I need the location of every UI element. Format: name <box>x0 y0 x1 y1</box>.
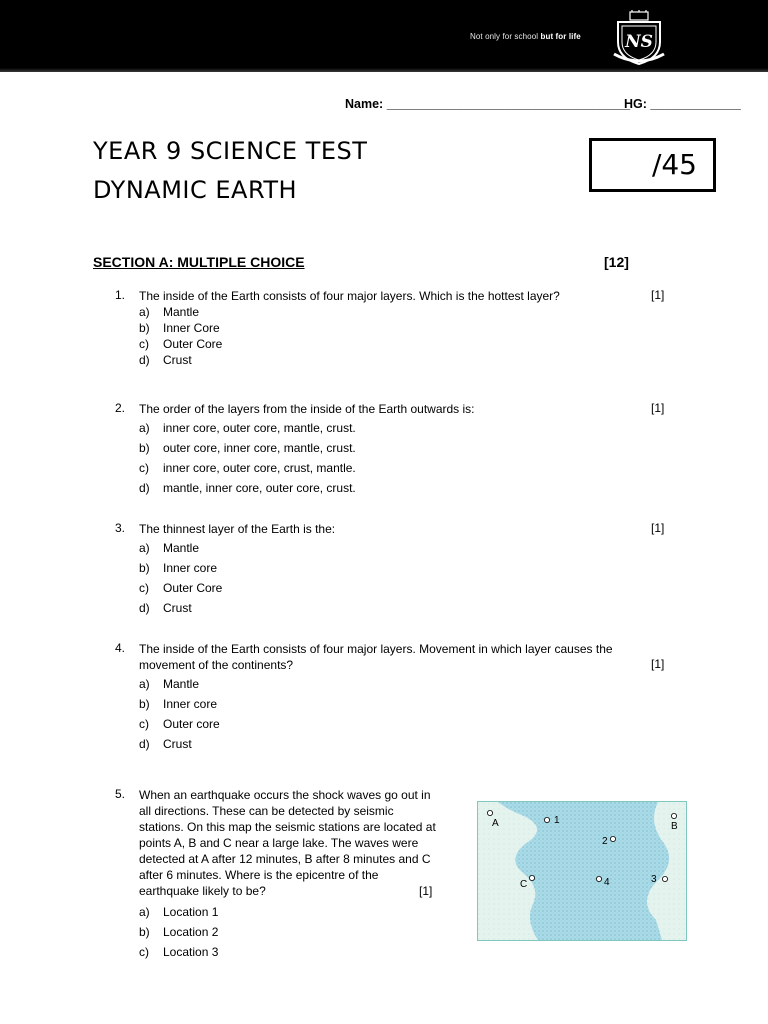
question-mark: [1] <box>651 288 665 302</box>
option-text: Mantle <box>163 677 200 691</box>
option-letter: a) <box>139 677 150 691</box>
test-subtitle: DYNAMIC EARTH <box>93 176 298 204</box>
name-label: Name: <box>345 97 384 111</box>
option-text: Outer Core <box>163 581 223 595</box>
option-letter: d) <box>139 601 150 615</box>
option-letter: c) <box>139 945 149 959</box>
question-text-line1: The inside of the Earth consists of four major layers. Movement in which layer causes the <box>139 642 613 656</box>
station-c-marker <box>529 875 534 880</box>
location-3-marker <box>662 876 667 881</box>
school-motto <box>470 32 581 41</box>
option-text: Inner core <box>163 561 218 575</box>
section-marks: [12] <box>604 254 629 270</box>
option-text: Location 3 <box>163 945 219 959</box>
test-title: YEAR 9 SCIENCE TEST <box>93 137 368 165</box>
question-text-line: all directions. These can be detected by seismic <box>139 804 394 818</box>
question-text: The thinnest layer of the Earth is the: <box>139 522 336 536</box>
location-4-label: 4 <box>604 877 610 888</box>
hg-field[interactable] <box>624 97 741 111</box>
option-text: Outer Core <box>163 337 223 351</box>
location-2-label: 2 <box>602 836 608 847</box>
option-text: Crust <box>163 353 192 367</box>
option-a[interactable] <box>139 677 199 691</box>
option-b[interactable] <box>139 697 217 711</box>
option-b[interactable] <box>139 441 356 455</box>
option-letter: d) <box>139 353 150 367</box>
option-c[interactable] <box>139 461 356 475</box>
option-letter: d) <box>139 737 150 751</box>
option-letter: c) <box>139 461 149 475</box>
question-text-line: points A, B and C near a large lake. The waves were <box>139 836 419 850</box>
option-d[interactable] <box>139 737 192 751</box>
option-d[interactable] <box>139 601 192 615</box>
hg-label: HG: <box>624 97 647 111</box>
option-c[interactable] <box>139 581 222 595</box>
option-letter: c) <box>139 717 149 731</box>
question-number: 3. <box>115 521 126 535</box>
option-text: Crust <box>163 737 192 751</box>
question-text-line2: movement of the continents? <box>139 658 294 672</box>
option-text: Mantle <box>163 541 200 555</box>
option-text: outer core, inner core, mantle, crust. <box>163 441 356 455</box>
motto-plain: Not only for school <box>470 32 541 41</box>
option-a[interactable] <box>139 541 199 555</box>
total-score: /45 <box>651 148 697 181</box>
name-blank: ___________________________________ <box>386 97 631 111</box>
school-crest-logo <box>612 10 666 66</box>
option-letter: b) <box>139 561 150 575</box>
option-d[interactable] <box>139 353 192 367</box>
question-mark: [1] <box>419 884 433 898</box>
option-text: inner core, outer core, mantle, crust. <box>163 421 356 435</box>
option-text: Inner core <box>163 697 218 711</box>
question-text: The order of the layers from the inside of the Earth outwards is: <box>139 402 475 416</box>
option-text: Outer core <box>163 717 220 731</box>
option-b[interactable] <box>139 561 217 575</box>
option-b[interactable] <box>139 925 218 939</box>
question-text-line: detected at A after 12 minutes, B after 8 minutes and C <box>139 852 431 866</box>
option-letter: b) <box>139 441 150 455</box>
option-letter: a) <box>139 305 150 319</box>
option-letter: b) <box>139 697 150 711</box>
question-text: The inside of the Earth consists of four major layers. Which is the hottest layer? <box>139 289 560 303</box>
location-2-marker <box>610 836 615 841</box>
question-mark: [1] <box>651 657 665 671</box>
question-number: 4. <box>115 641 126 655</box>
option-a[interactable] <box>139 421 356 435</box>
question-mark: [1] <box>651 521 665 535</box>
score-box <box>589 138 716 192</box>
option-letter: c) <box>139 581 149 595</box>
question-text-line: When an earthquake occurs the shock waves go out in <box>139 788 431 802</box>
option-text: Mantle <box>163 305 200 319</box>
question-number: 1. <box>115 288 126 302</box>
question-number: 5. <box>115 787 126 801</box>
question-mark: [1] <box>651 401 665 415</box>
station-a-marker <box>487 810 492 815</box>
option-text: inner core, outer core, crust, mantle. <box>163 461 356 475</box>
option-letter: b) <box>139 925 150 939</box>
name-field[interactable] <box>345 97 630 111</box>
option-a[interactable] <box>139 905 218 919</box>
location-1-label: 1 <box>554 815 560 826</box>
station-a-label: A <box>492 818 499 829</box>
option-letter: a) <box>139 905 150 919</box>
station-c-label: C <box>520 879 528 890</box>
option-letter: c) <box>139 337 149 351</box>
question-text-line: earthquake likely to be? <box>139 884 266 898</box>
option-b[interactable] <box>139 321 220 335</box>
hg-blank: _____________ <box>650 97 741 111</box>
location-3-label: 3 <box>651 874 657 885</box>
question-text-line: after 6 minutes. Where is the epicentre of the <box>139 868 379 882</box>
option-letter: b) <box>139 321 150 335</box>
motto-bold: but for life <box>540 32 581 41</box>
option-letter: d) <box>139 481 150 495</box>
station-b-marker <box>671 813 676 818</box>
option-letter: a) <box>139 421 150 435</box>
option-a[interactable] <box>139 305 199 319</box>
option-letter: a) <box>139 541 150 555</box>
question-text-line: stations. On this map the seismic stations are located at <box>139 820 436 834</box>
option-c[interactable] <box>139 717 220 731</box>
option-c[interactable] <box>139 945 218 959</box>
option-d[interactable] <box>139 481 356 495</box>
option-text: Location 1 <box>163 905 219 919</box>
option-text: mantle, inner core, outer core, crust. <box>163 481 356 495</box>
option-c[interactable] <box>139 337 222 351</box>
question-number: 2. <box>115 401 126 415</box>
lake-map-figure <box>478 802 686 940</box>
option-text: Location 2 <box>163 925 219 939</box>
location-1-marker <box>544 817 549 822</box>
station-b-label: B <box>671 821 678 832</box>
header-bar <box>0 0 768 72</box>
option-text: Crust <box>163 601 192 615</box>
seismic-map <box>477 801 687 941</box>
option-text: Inner Core <box>163 321 220 335</box>
svg-text:NS: NS <box>625 32 653 52</box>
section-title: SECTION A: MULTIPLE CHOICE <box>93 254 305 270</box>
location-4-marker <box>596 876 601 881</box>
